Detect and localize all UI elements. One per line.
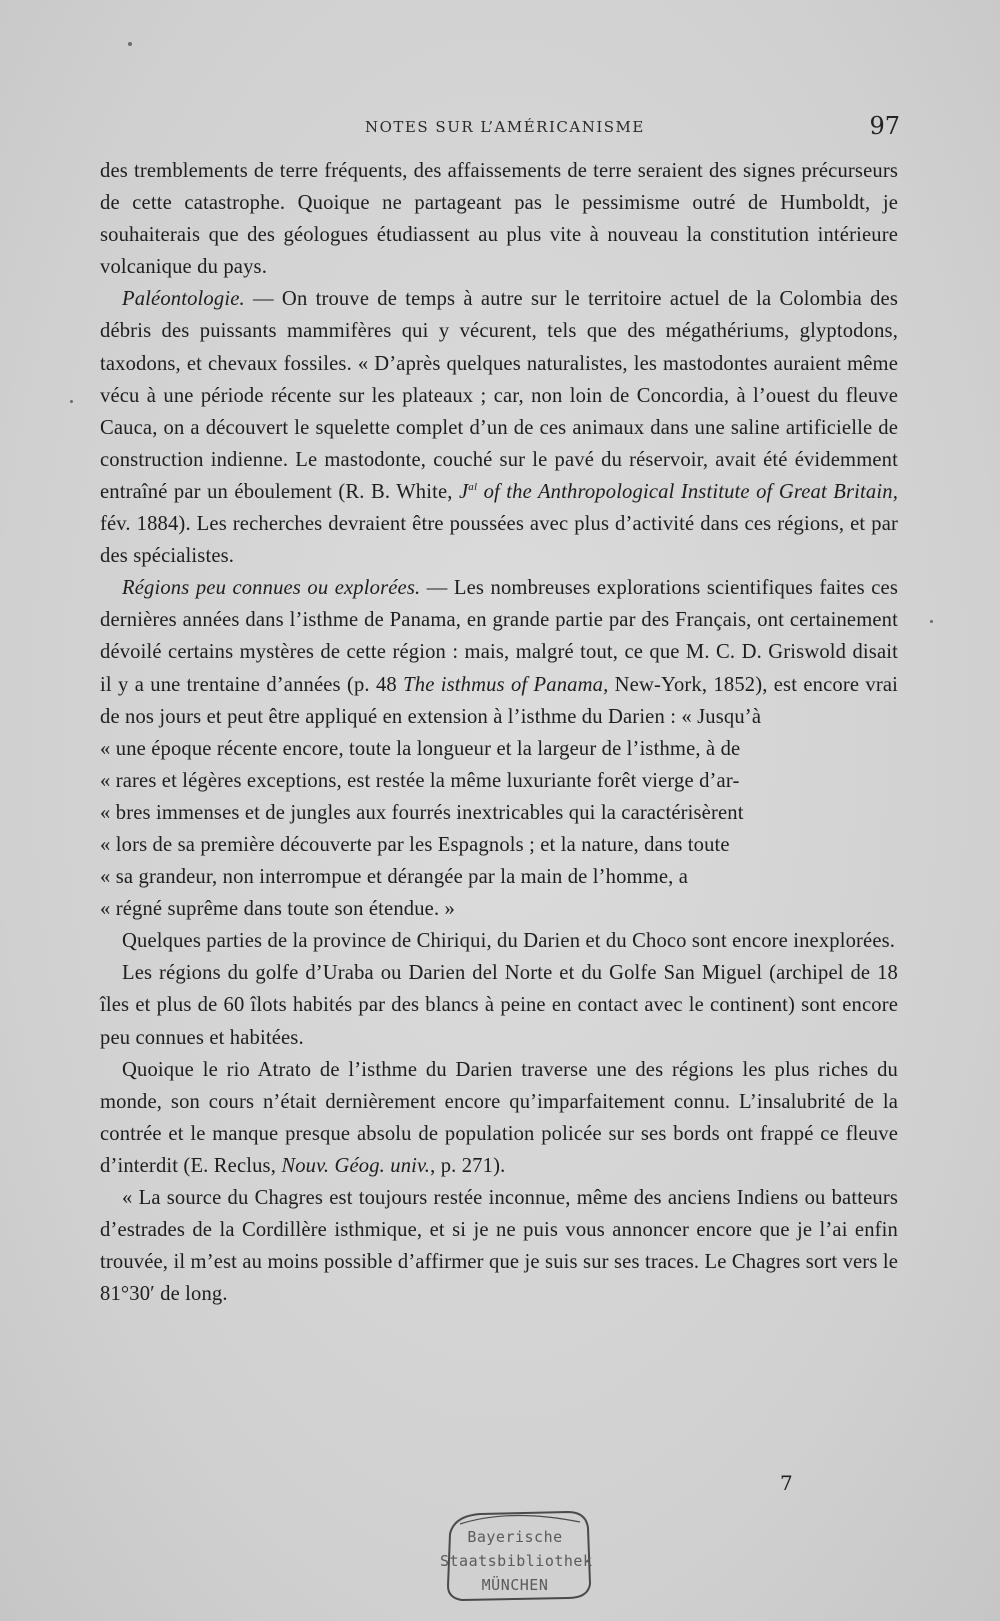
- quote-line: « bres immenses et de jungles aux fourrés inextricables qui la caractérisèrent: [100, 801, 744, 824]
- quote-line: « sa grandeur, non interrompue et dérangée par la main de l’homme, a: [100, 866, 689, 889]
- paragraph-chiriqui: Quelques parties de la province de Chiriqui, du Darien et du Choco sont encore inexplorées.: [122, 930, 896, 953]
- quote-line: « une époque récente encore, toute la longueur et la largeur de l’isthme, à de: [100, 737, 741, 760]
- journal-abbrev: J: [459, 480, 469, 503]
- paragraph-chagres: « La source du Chagres est toujours restée inconnue, même des anciens Indiens ou batteurs d’estrades de la Cordillère isthmique, et si je ne puis vous annoncer encore que je l’ai enfin trouvée, il m’est au moins possible d’affirmer que je suis sur ses traces. Le Chagres sort vers le 81°30′ de long.: [100, 1187, 898, 1306]
- section-heading-regions: Régions peu connues ou explorées.: [122, 577, 421, 600]
- scan-speck: [128, 42, 132, 46]
- reference-title: Nouv. Géog. univ.: [281, 1154, 431, 1177]
- paragraph-text: — On trouve de temps à autre sur le territoire actuel de la Colombia des débris des puissants mammifères qui y vécurent, tels que des mégathériums, glyptodons, taxodons, et chevaux fossiles. « D’après quelques naturalistes, les mastodontes auraient même vécu à une période récente sur les plateaux ; car, non loin de Concordia, à l’ouest du fleuve Cauca, on a découvert le squelette complet d’un de ces animaux dans une saline artificielle de construction indienne. Le mastodonte, couché sur le pavé du réservoir, avait été évidemment entraîné par un éboulement (R. B. White,: [100, 288, 898, 503]
- paragraph-atrato: [100, 1054, 898, 1182]
- section-heading-paleontologie: Paléontologie.: [122, 288, 245, 311]
- paragraph-regions: [100, 572, 898, 732]
- journal-title: of the Anthropological Institute of Great Britain,: [477, 480, 898, 503]
- quote-line: « lors de sa première découverte par les Espagnols ; et la nature, dans toute: [100, 833, 730, 856]
- paragraph-text: Quoique le rio Atrato de l’isthme du Darien traverse une des régions les plus riches du monde, son cours n’était dernièrement encore qu’imparfaitement connu. L’insalubrité de la contrée et le manque presque absolu de population policée sur ses bords ont frappé ce fleuve d’interdit (E. Reclus,: [100, 1058, 898, 1177]
- stamp-line-3: MÜNCHEN: [481, 1576, 549, 1594]
- paragraph-paleontologie: [100, 283, 898, 572]
- paragraph-uraba: Les régions du golfe d’Uraba ou Darien del Norte et du Golfe San Miguel (archipel de 18 îles et plus de 60 îlots habités par des blancs à peine en contact avec le continent) sont encore peu connues et habitées.: [100, 962, 898, 1049]
- stamp-line-1: Bayerische: [467, 1528, 563, 1546]
- book-title: The isthmus of Panama,: [403, 673, 609, 696]
- library-stamp: [440, 1506, 598, 1606]
- page-header: [100, 112, 900, 142]
- body-text: [100, 155, 898, 1310]
- quote-line: « rares et légères exceptions, est restée la même luxuriante forêt vierge d’ar-: [100, 769, 740, 792]
- signature-mark: 7: [780, 1471, 793, 1495]
- paragraph-text: fév. 1884). Les recherches devraient être poussées avec plus d’activité dans ces régions, et par des spécialistes.: [100, 513, 898, 568]
- scan-speck: [930, 620, 933, 623]
- paragraph-1: des tremblements de terre fréquents, des affaissements de terre seraient des signes précurseurs de cette catastrophe. Quoique ne partageant pas le pessimisme outré de Humboldt, je souhaiterais que des géologues étudiassent au plus vite à nouveau la constitution intérieure volcanique du pays.: [100, 160, 898, 279]
- scan-speck: [70, 400, 73, 403]
- paragraph-text: , p. 271).: [430, 1154, 506, 1177]
- paragraph-text: New-York, 1852), est encore vrai de nos jours et peut être appliqué en extension à l’isthme du Darien : « Jusqu’à: [100, 673, 898, 728]
- journal-abbrev-sup: al: [468, 481, 478, 494]
- page-number: 97: [869, 112, 900, 140]
- quote-line: « régné suprême dans toute son étendue. »: [100, 898, 455, 921]
- paragraph-text: — Les nombreuses explorations scientifiques faites ces dernières années dans l’isthme de Panama, en grande partie par des Français, ont certainement dévoilé certains mystères de cette région : mais, malgré tout, ce que M. C. D. Griswold disait il y a une trentaine d’années (p. 48: [100, 577, 898, 696]
- running-head: NOTES SUR L’AMÉRICANISME: [365, 118, 645, 136]
- stamp-line-2: Staatsbibliothek: [440, 1552, 593, 1570]
